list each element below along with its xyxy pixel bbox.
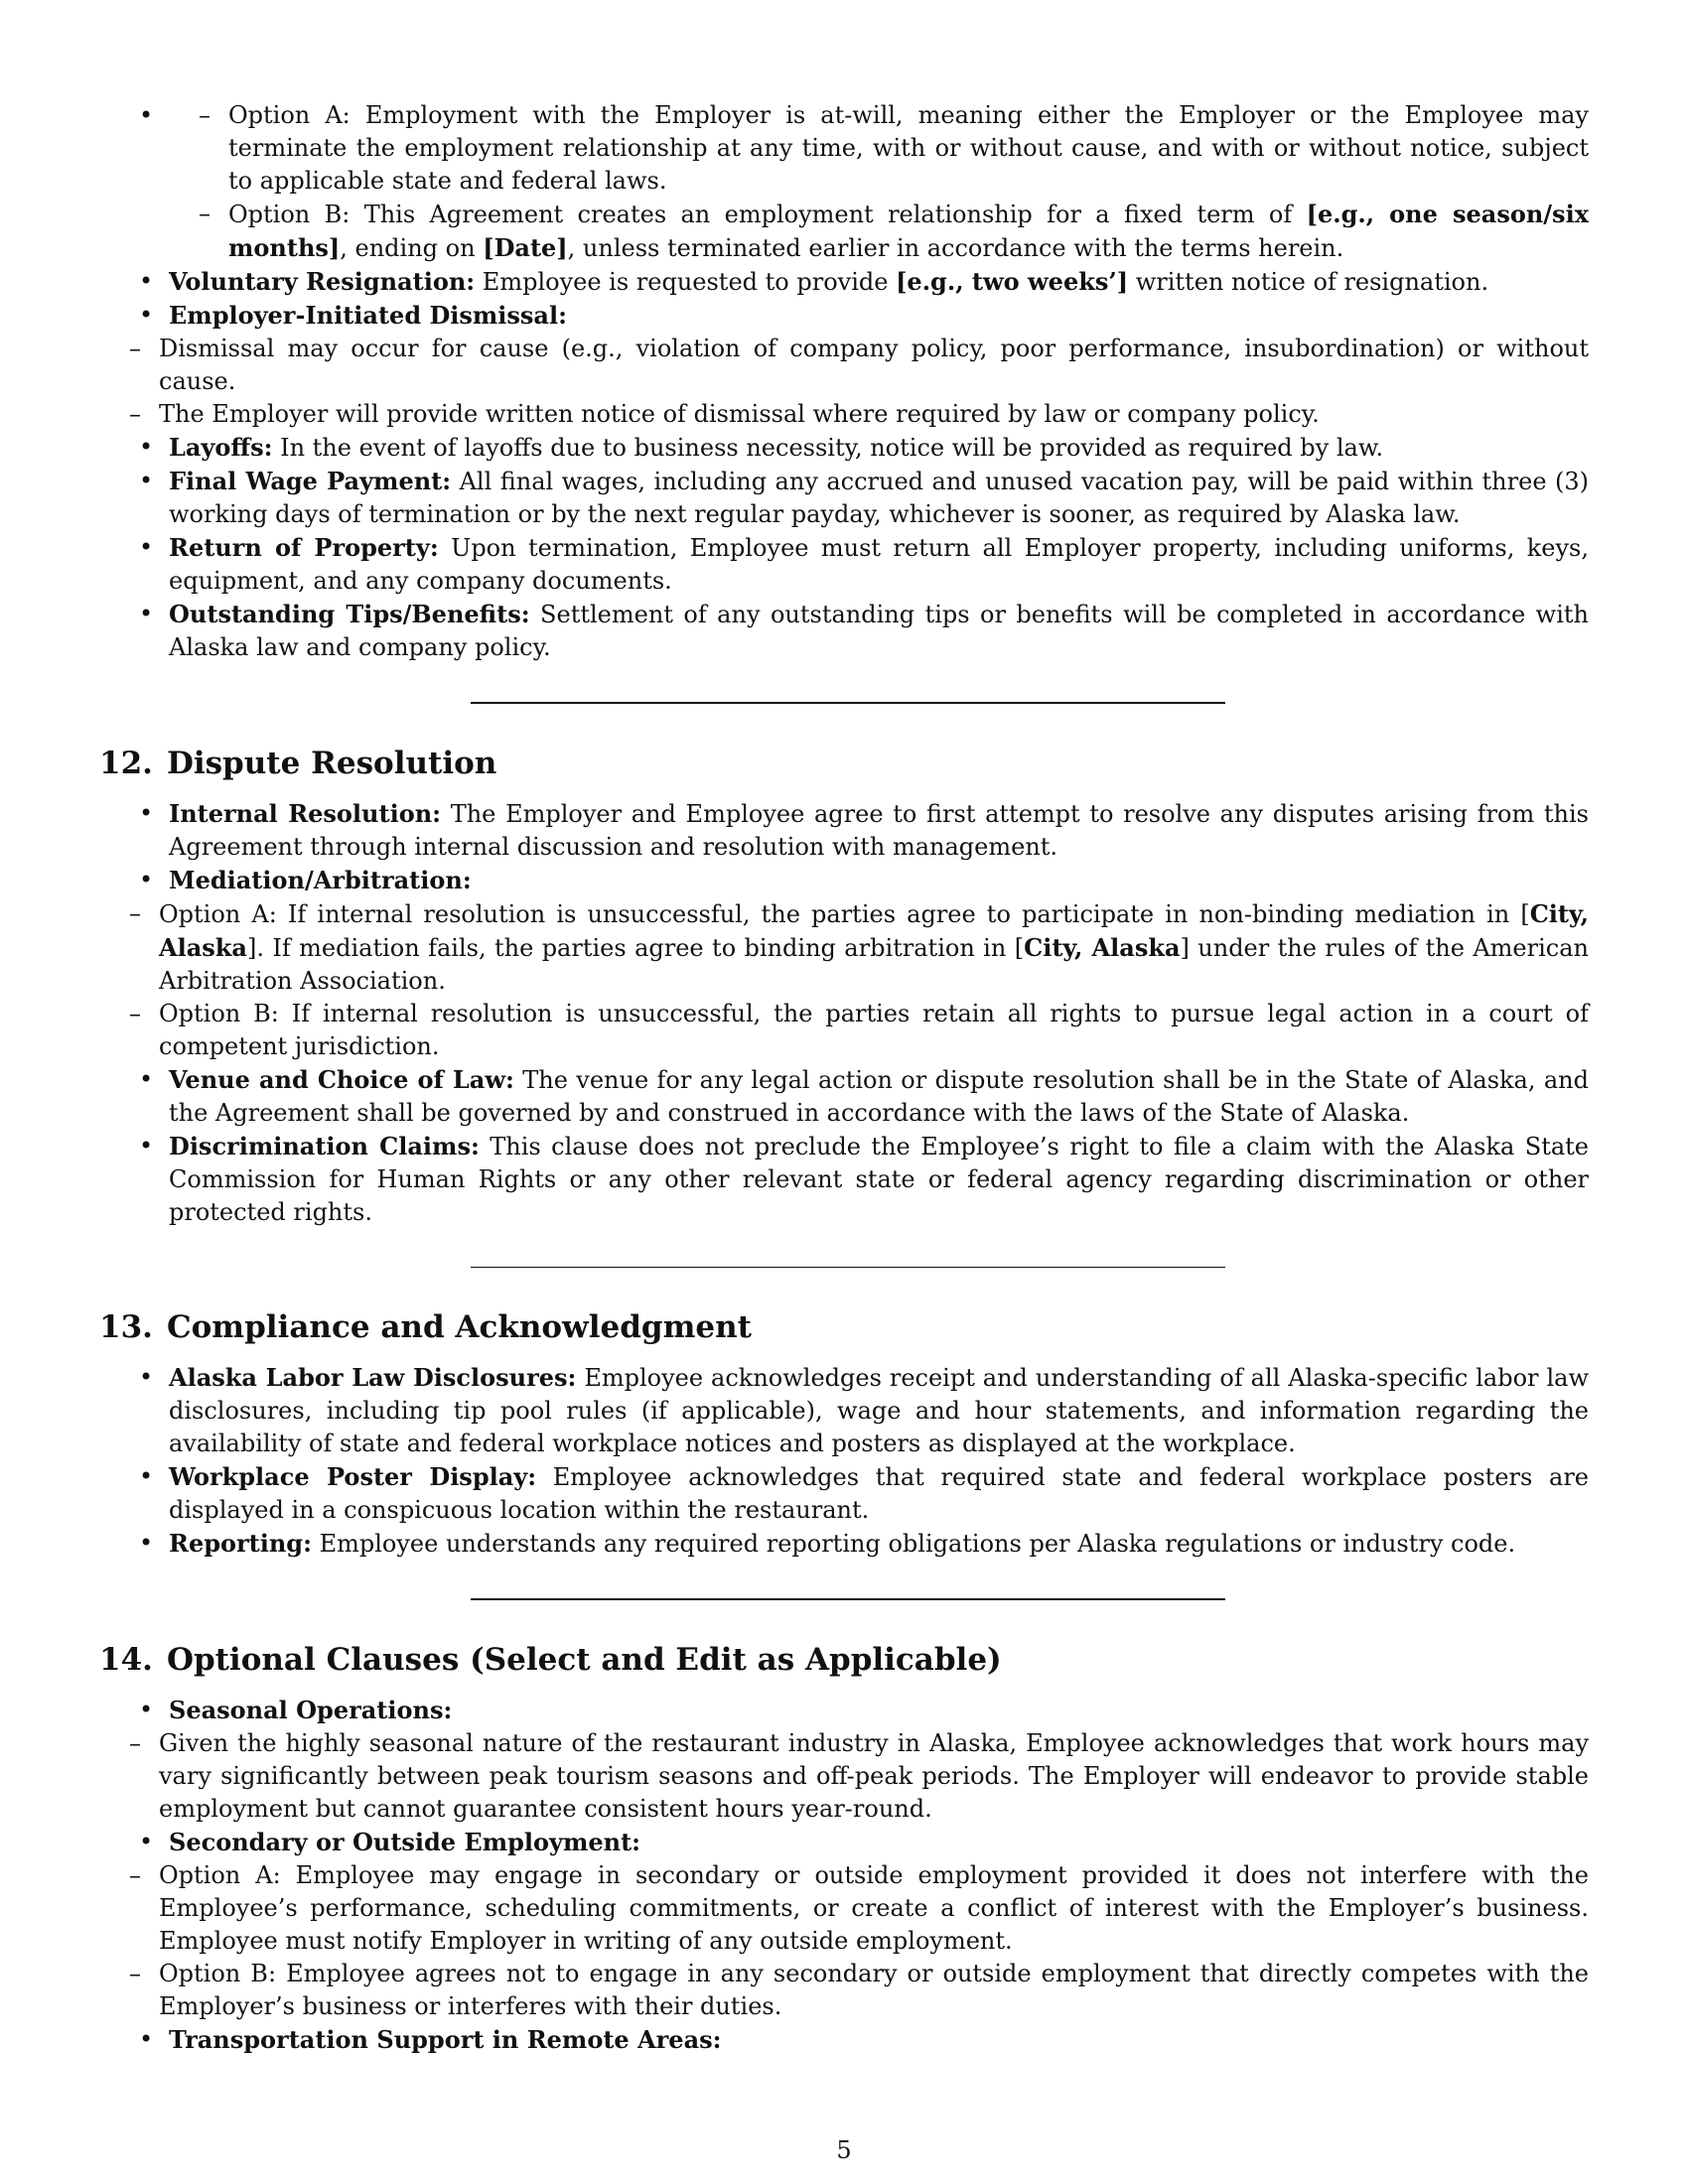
secondary-employment: • Secondary or Outside Employment: – Option A: Employee may engage in secondary or outside employment provided it does not interfere with the Employee’s performance, scheduling commitments, or create a conflict of interest with the Employer’s business. Employee must notify Employer in writing of any outside employment. – Option B: Employee agrees not to engage in any secondary or outside employment that directly competes with the Employer’s business or interferes with their duties. [99,1826,1589,2023]
outstanding-tips-benefits: • Outstanding Tips/Benefits: Settlement of any outstanding tips or benefits will be completed in accordance with Alaska law and company policy. [99,598,1589,664]
layoffs: • Layoffs: In the event of layoffs due to business necessity, notice will be provided as required by law. [99,431,1589,465]
section-14-heading: 14. Optional Clauses (Select and Edit as Applicable) [99,1642,1002,1678]
internal-resolution: • Internal Resolution: The Employer and Employee agree to first attempt to resolve any disputes arising from this Agreement through internal discussion and resolution with management. [99,797,1589,864]
dismissal-item: – The Employer will provide written notice of dismissal where required by law or company policy. [99,398,1589,431]
venue-choice-of-law: • Venue and Choice of Law: The venue for any legal action or dispute resolution shall be in the State of Alaska, and the Agreement shall be governed by and construed in accordance with the laws of the State of Alaska. [99,1063,1589,1130]
labor-law-disclosures: • Alaska Labor Law Disclosures: Employee acknowledges receipt and understanding of all Alaska-specific labor law disclosures, including tip pool rules (if applicable), wage and hour statements, and information regarding the availability of state and federal workplace notices and posters as displayed at the workplace. [99,1361,1589,1460]
dispute-resolution-list [99,797,1589,1229]
secondary-option-a: – Option A: Employee may engage in secondary or outside employment provided it does not interfere with the Employee’s performance, scheduling commitments, or create a conflict of interest with the Employer’s business. Employee must notify Employer in writing of any outside employment. [99,1859,1589,1958]
termination-list [99,99,1589,664]
secondary-option-b: – Option B: Employee agrees not to engage in any secondary or outside employment that directly competes with the Employer’s business or interferes with their duties. [99,1958,1589,2023]
section-divider [471,1267,1225,1268]
reporting: • Reporting: Employee understands any required reporting obligations per Alaska regulations or industry code. [99,1527,1589,1561]
employment-term-options [99,99,1589,265]
final-wage-payment: • Final Wage Payment: All final wages, including any accrued and unused vacation pay, will be paid within three (3) working days of termination or by the next regular payday, whichever is sooner, as required by Alaska law. [99,465,1589,531]
section-divider [471,702,1225,704]
return-of-property: • Return of Property: Upon termination, Employee must return all Employer property, including uniforms, keys, equipment, and any company documents. [99,531,1589,598]
page-content [99,99,1589,2057]
dismissal-item: – Dismissal may occur for cause (e.g., violation of company policy, poor performance, insubordination) or without cause. [99,333,1589,398]
employer-initiated-dismissal: • Employer-Initiated Dismissal: – Dismissal may occur for cause (e.g., violation of company policy, poor performance, insubordination) or without cause. – The Employer will provide written notice of dismissal where required by law or company policy. [99,299,1589,431]
page-number: 5 [836,2136,852,2164]
fixed-term-option-b: – Option B: This Agreement creates an employment relationship for a fixed term of [e.g., one season/six months], ending on [Date], unless terminated earlier in accordance with the terms herein. [169,198,1589,265]
mediation-option-b: – Option B: If internal resolution is unsuccessful, the parties retain all rights to pursue legal action in a court of competent jurisdiction. [99,998,1589,1063]
section-12-heading: 12. Dispute Resolution [99,746,497,781]
mediation-option-a: – Option A: If internal resolution is unsuccessful, the parties agree to participate in non-binding mediation in [City, Alaska]. If mediation fails, the parties agree to binding arbitration in [City, Alaska] under the rules of the American Arbitration Association. [99,897,1589,998]
seasonal-item: – Given the highly seasonal nature of the restaurant industry in Alaska, Employee acknowledges that work hours may vary significantly between peak tourism seasons and off-peak periods. The Employer will endeavor to provide stable employment but cannot guarantee consistent hours year-round. [99,1727,1589,1826]
workplace-poster-display: • Workplace Poster Display: Employee acknowledges that required state and federal workplace posters are displayed in a conspicuous location within the restaurant. [99,1460,1589,1527]
transportation-support: • Transportation Support in Remote Areas: [99,2023,1589,2057]
discrimination-claims: • Discrimination Claims: This clause does not preclude the Employee’s right to file a claim with the Alaska State Commission for Human Rights or any other relevant state or federal agency regarding discrimination or other protected rights. [99,1130,1589,1229]
optional-clauses-list [99,1694,1589,2057]
section-divider [471,1598,1225,1600]
at-will-option-a: – • Option A: Employment with the Employer is at-will, meaning either the Employer or the Employee may terminate the employment relationship at any time, with or without cause, and with or without notice, subject to applicable state and federal laws. [169,99,1589,198]
voluntary-resignation: • Voluntary Resignation: Employee is requested to provide [e.g., two weeks’] written notice of resignation. [99,265,1589,299]
section-13-heading: 13. Compliance and Acknowledgment [99,1309,752,1345]
compliance-list [99,1361,1589,1561]
mediation-arbitration: • Mediation/Arbitration: – Option A: If internal resolution is unsuccessful, the parties agree to participate in non-binding mediation in [City, Alaska]. If mediation fails, the parties agree to binding arbitration in [City, Alaska] under the rules of the American Arbitration Association. – Option B: If internal resolution is unsuccessful, the parties retain all rights to pursue legal action in a court of competent jurisdiction. [99,864,1589,1063]
seasonal-operations: • Seasonal Operations: – Given the highly seasonal nature of the restaurant industry in Alaska, Employee acknowledges that work hours may vary significantly between peak tourism seasons and off-peak periods. The Employer will endeavor to provide stable employment but cannot guarantee consistent hours year-round. [99,1694,1589,1826]
